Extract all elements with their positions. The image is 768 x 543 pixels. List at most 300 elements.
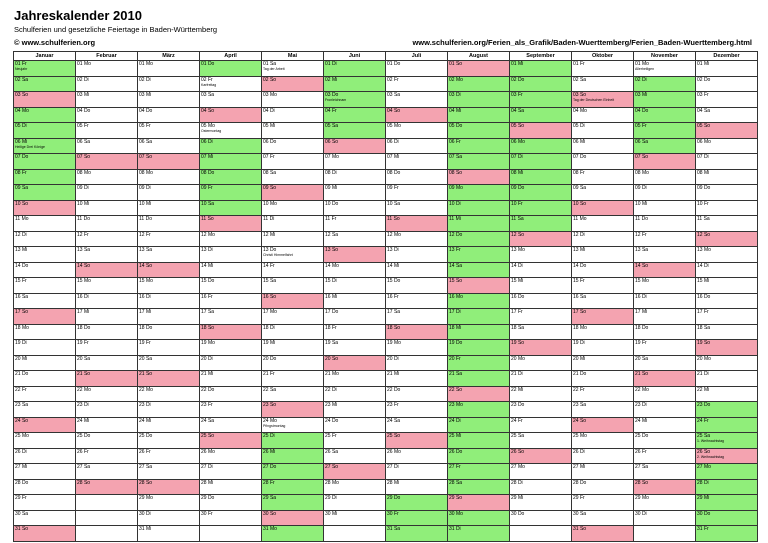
day-cell	[448, 92, 510, 108]
day-cell	[138, 107, 200, 123]
day-label: 04 Di	[263, 107, 275, 114]
day-label: 11 Di	[263, 216, 275, 222]
day-cell	[696, 262, 758, 278]
day-cell	[324, 200, 386, 216]
day-cell	[138, 386, 200, 402]
day-cell	[448, 371, 510, 387]
day-cell	[262, 448, 324, 464]
month-header-4: Mai	[262, 52, 324, 61]
day-cell	[324, 169, 386, 185]
day-label: 14 So	[77, 262, 91, 269]
day-label: 14 Do	[15, 262, 29, 269]
day-cell	[262, 371, 324, 387]
day-label: 18 Mo	[15, 324, 29, 331]
day-label: 16 Di	[635, 293, 647, 300]
day-cell	[14, 76, 76, 92]
day-cell	[76, 216, 138, 232]
day-cell	[572, 216, 634, 232]
day-cell	[572, 247, 634, 263]
day-cell	[200, 154, 262, 170]
day-label: 30 Di	[139, 510, 151, 517]
day-label: 17 Do	[325, 309, 339, 315]
calendar-row	[14, 355, 758, 371]
day-label: 26 Di	[15, 448, 27, 455]
day-label: 20 Sa	[635, 355, 649, 362]
day-label: 20 Sa	[139, 355, 153, 362]
day-label: 06 Mo	[697, 138, 711, 145]
day-label: 08 Mo	[635, 169, 649, 176]
day-label: 25 Di	[263, 433, 275, 439]
day-cell	[262, 293, 324, 309]
day-cell	[76, 433, 138, 449]
day-label: 07 Mo	[325, 154, 339, 160]
month-header-9: Oktober	[572, 52, 634, 61]
day-cell	[76, 138, 138, 154]
day-cell	[76, 154, 138, 170]
day-label: 27 Do	[263, 464, 277, 470]
calendar-row	[14, 386, 758, 402]
day-label: 22 Sa	[263, 386, 277, 393]
day-cell	[572, 324, 634, 340]
day-cell	[138, 185, 200, 201]
day-cell	[262, 495, 324, 511]
day-label: 13 Do	[263, 247, 277, 253]
day-label: 03 Mi	[635, 92, 648, 98]
day-label: 21 Mo	[325, 371, 339, 377]
day-cell	[386, 402, 448, 418]
calendar-row	[14, 61, 758, 77]
day-label: 15 Mo	[635, 278, 649, 284]
day-label: 13 Sa	[635, 247, 649, 253]
day-label: 18 Sa	[697, 324, 711, 331]
day-cell	[386, 92, 448, 108]
day-label: 02 Sa	[573, 76, 587, 83]
day-cell	[510, 495, 572, 511]
day-cell	[76, 61, 138, 77]
day-label: 05 Fr	[77, 123, 89, 129]
day-cell	[76, 526, 138, 542]
day-cell	[262, 76, 324, 92]
day-cell	[324, 76, 386, 92]
day-cell	[386, 293, 448, 309]
day-cell	[138, 526, 200, 542]
day-cell	[634, 185, 696, 201]
day-label: 26 So	[511, 448, 525, 455]
day-label: 12 Sa	[325, 231, 339, 238]
calendar-row	[14, 402, 758, 418]
day-cell	[76, 371, 138, 387]
day-cell	[696, 154, 758, 170]
day-cell	[696, 495, 758, 511]
day-cell	[76, 185, 138, 201]
day-label: 08 Mi	[511, 169, 524, 176]
day-label: 17 Di	[449, 309, 461, 315]
day-label: 21 Fr	[263, 371, 275, 377]
day-label: 16 Fr	[201, 293, 213, 300]
day-label: 30 Di	[635, 510, 647, 517]
day-label: 24 So	[573, 417, 587, 424]
day-cell	[634, 293, 696, 309]
day-label: 30 Fr	[201, 510, 213, 517]
day-label: 27 Sa	[77, 464, 91, 470]
day-cell	[138, 371, 200, 387]
day-label: 23 Do	[697, 402, 711, 408]
day-cell	[448, 386, 510, 402]
day-cell	[572, 123, 634, 139]
day-label: 12 Fr	[139, 231, 151, 238]
day-cell	[696, 123, 758, 139]
day-cell	[634, 495, 696, 511]
day-label: 27 Mo	[697, 464, 711, 470]
day-label: 26 Fr	[635, 448, 647, 455]
day-cell	[138, 402, 200, 418]
day-label: 01 Sa	[263, 61, 277, 67]
holiday-name: Neujahr	[15, 67, 28, 71]
day-cell	[510, 340, 572, 356]
day-label: 26 Mi	[263, 448, 276, 455]
day-label: 26 Fr	[139, 448, 151, 455]
day-cell	[262, 278, 324, 294]
day-label: 15 Do	[201, 278, 215, 284]
day-cell	[510, 386, 572, 402]
day-label: 03 Sa	[387, 92, 401, 98]
day-cell	[14, 169, 76, 185]
calendar-row	[14, 169, 758, 185]
day-cell	[200, 247, 262, 263]
day-cell	[138, 510, 200, 526]
day-cell	[324, 324, 386, 340]
day-label: 02 Fr	[201, 76, 213, 83]
holiday-name: Ostermontag	[201, 129, 222, 133]
day-cell	[138, 123, 200, 139]
day-cell	[76, 510, 138, 526]
day-label: 02 Fr	[387, 76, 399, 83]
day-cell	[386, 510, 448, 526]
day-label: 09 Do	[511, 185, 525, 191]
day-cell	[262, 433, 324, 449]
day-cell	[572, 309, 634, 325]
day-label: 03 Mi	[77, 92, 90, 98]
day-cell	[324, 510, 386, 526]
day-label: 11 Fr	[325, 216, 337, 222]
calendar-row	[14, 448, 758, 464]
day-label: 05 Do	[449, 123, 463, 129]
day-cell	[696, 216, 758, 232]
day-cell	[14, 526, 76, 542]
month-header-5: Juni	[324, 52, 386, 61]
day-cell	[510, 138, 572, 154]
day-label: 12 Mi	[263, 231, 276, 238]
day-cell	[138, 76, 200, 92]
day-label: 29 Do	[201, 495, 215, 501]
day-label: 25 So	[387, 433, 401, 439]
day-label: 07 So	[139, 154, 153, 160]
day-label: 14 So	[139, 262, 153, 269]
calendar-row	[14, 340, 758, 356]
day-cell	[14, 417, 76, 433]
day-cell	[448, 231, 510, 247]
day-label: 11 Sa	[511, 216, 524, 222]
day-label: 13 Fr	[449, 247, 461, 253]
day-cell	[572, 138, 634, 154]
day-cell	[696, 371, 758, 387]
day-cell	[262, 324, 324, 340]
day-label: 14 Sa	[449, 262, 463, 269]
day-cell	[696, 309, 758, 325]
day-label: 08 Mo	[139, 169, 153, 176]
calendar-row	[14, 371, 758, 387]
holiday-name: Christi Himmelfahrt	[263, 253, 293, 257]
day-cell	[696, 340, 758, 356]
calendar-row	[14, 123, 758, 139]
day-label: 06 Di	[201, 138, 213, 145]
day-label: 04 Do	[139, 107, 153, 114]
day-cell	[386, 185, 448, 201]
day-cell	[262, 386, 324, 402]
day-cell	[138, 340, 200, 356]
day-cell	[138, 262, 200, 278]
day-cell	[634, 510, 696, 526]
day-label: 20 Mo	[511, 355, 525, 362]
day-label: 05 Mo	[387, 123, 401, 129]
day-label: 29 So	[449, 495, 463, 501]
day-cell	[138, 495, 200, 511]
day-label: 15 Mo	[139, 278, 153, 284]
day-label: 24 Mi	[635, 417, 648, 424]
day-cell	[200, 495, 262, 511]
day-cell	[448, 479, 510, 495]
day-label: 02 Do	[511, 76, 525, 83]
day-label: 02 Di	[77, 76, 89, 83]
day-label: 14 Mi	[201, 262, 214, 269]
day-cell	[324, 107, 386, 123]
day-label: 31 Mo	[263, 526, 277, 532]
day-cell	[572, 386, 634, 402]
day-cell	[572, 200, 634, 216]
day-label: 01 Fr	[573, 61, 585, 67]
day-cell	[572, 92, 634, 108]
day-cell	[262, 417, 324, 433]
day-cell	[634, 402, 696, 418]
day-label: 09 Mi	[325, 185, 338, 191]
holiday-name: 2. Weihnachtstag	[697, 454, 724, 459]
day-label: 31 Fr	[697, 526, 709, 532]
day-cell	[200, 464, 262, 480]
month-header-7: August	[448, 52, 510, 61]
day-label: 15 Di	[325, 278, 337, 284]
day-cell	[14, 200, 76, 216]
day-label: 08 Do	[387, 169, 401, 176]
day-cell	[386, 526, 448, 542]
day-cell	[448, 61, 510, 77]
day-cell	[510, 309, 572, 325]
day-cell	[572, 448, 634, 464]
day-label: 17 So	[573, 309, 587, 315]
source-url-link[interactable]: www.schulferien.org/Ferien_als_Grafik/Baden-Wuerttemberg/Ferien_Baden-Wuerttemberg.html	[412, 38, 752, 47]
day-cell	[262, 526, 324, 542]
day-cell	[200, 324, 262, 340]
day-cell	[572, 61, 634, 77]
calendar-row	[14, 92, 758, 108]
day-cell	[14, 464, 76, 480]
day-cell	[200, 138, 262, 154]
day-label: 08 Sa	[263, 169, 277, 176]
copyright-site-link[interactable]: © www.schulferien.org	[14, 38, 96, 47]
day-cell	[696, 433, 758, 449]
day-label: 05 Mi	[263, 123, 276, 129]
day-cell	[14, 324, 76, 340]
day-label: 09 Sa	[15, 185, 29, 191]
day-label: 15 Mo	[77, 278, 91, 284]
day-cell	[696, 526, 758, 542]
day-label: 28 Fr	[263, 479, 275, 486]
day-label: 28 Mi	[201, 479, 214, 486]
day-label: 14 Mi	[387, 262, 400, 269]
calendar-row	[14, 278, 758, 294]
day-cell	[448, 123, 510, 139]
day-label: 24 Fr	[697, 417, 709, 424]
day-label: 03 So	[573, 92, 587, 98]
day-label: 23 Fr	[387, 402, 399, 408]
day-cell	[200, 262, 262, 278]
day-cell	[262, 154, 324, 170]
day-label: 11 Mo	[573, 216, 587, 222]
month-header-1: Februar	[76, 52, 138, 61]
day-label: 31 Mi	[139, 526, 152, 532]
day-cell	[572, 464, 634, 480]
day-label: 06 Sa	[635, 138, 649, 145]
day-cell	[634, 92, 696, 108]
day-label: 04 Do	[77, 107, 91, 114]
day-cell	[634, 479, 696, 495]
day-cell	[200, 76, 262, 92]
day-label: 20 Sa	[77, 355, 91, 362]
day-cell	[138, 448, 200, 464]
day-cell	[262, 262, 324, 278]
day-cell	[76, 107, 138, 123]
day-label: 17 Mi	[635, 309, 648, 315]
day-label: 25 Do	[139, 433, 153, 439]
day-cell	[76, 76, 138, 92]
day-cell	[572, 185, 634, 201]
calendar-body	[14, 61, 758, 542]
day-label: 22 Do	[201, 386, 215, 393]
day-cell	[262, 200, 324, 216]
day-cell	[138, 92, 200, 108]
day-cell	[634, 386, 696, 402]
day-label: 22 Mo	[635, 386, 649, 393]
day-cell	[262, 107, 324, 123]
day-label: 01 Mo	[635, 61, 649, 67]
day-cell	[138, 200, 200, 216]
day-cell	[696, 185, 758, 201]
day-label: 19 Di	[573, 340, 585, 346]
day-label: 24 Mi	[77, 417, 90, 424]
day-label: 09 Di	[77, 185, 89, 191]
day-cell	[200, 355, 262, 371]
calendar-row	[14, 76, 758, 92]
day-label: 28 Mo	[325, 479, 339, 486]
month-header-3: April	[200, 52, 262, 61]
day-label: 12 So	[511, 231, 525, 238]
day-label: 30 Sa	[573, 510, 587, 517]
day-label: 06 Di	[387, 138, 399, 145]
day-label: 05 Di	[573, 123, 585, 129]
day-label: 26 Sa	[325, 448, 339, 455]
calendar-row	[14, 417, 758, 433]
day-label: 11 So	[201, 216, 214, 222]
day-cell	[634, 340, 696, 356]
calendar-row	[14, 216, 758, 232]
day-label: 01 Mo	[77, 61, 91, 67]
day-cell	[572, 231, 634, 247]
day-cell	[696, 417, 758, 433]
day-cell	[386, 495, 448, 511]
day-label: 19 Fr	[139, 340, 151, 346]
day-cell	[14, 495, 76, 511]
day-cell	[510, 402, 572, 418]
day-label: 06 Sa	[139, 138, 153, 145]
day-label: 03 Do	[325, 92, 339, 98]
day-label: 12 Di	[15, 231, 27, 238]
day-cell	[510, 464, 572, 480]
day-cell	[200, 402, 262, 418]
day-cell	[324, 309, 386, 325]
day-label: 21 So	[139, 371, 153, 377]
day-label: 30 So	[263, 510, 277, 517]
day-cell	[14, 402, 76, 418]
day-label: 04 Do	[635, 107, 649, 114]
day-label: 06 Fr	[449, 138, 461, 145]
day-cell	[324, 433, 386, 449]
day-label: 10 So	[15, 200, 29, 207]
day-label: 25 Mo	[15, 433, 29, 439]
day-cell	[386, 231, 448, 247]
day-label: 21 Sa	[449, 371, 463, 377]
day-label: 29 Mo	[635, 495, 649, 501]
day-cell	[200, 371, 262, 387]
day-cell	[76, 231, 138, 247]
day-label: 26 So	[697, 448, 711, 455]
day-label: 04 Fr	[325, 107, 337, 114]
day-label: 06 Do	[263, 138, 277, 145]
day-label: 06 Mi	[573, 138, 586, 145]
day-cell	[572, 355, 634, 371]
day-cell	[138, 355, 200, 371]
day-cell	[324, 340, 386, 356]
day-cell	[634, 138, 696, 154]
day-label: 20 Di	[201, 355, 213, 362]
month-header-2: März	[138, 52, 200, 61]
day-label: 17 Mi	[139, 309, 152, 315]
day-label: 13 So	[325, 247, 339, 253]
day-cell	[510, 510, 572, 526]
day-label: 14 So	[635, 262, 649, 269]
day-label: 18 Di	[263, 324, 275, 331]
day-label: 23 Mi	[325, 402, 338, 408]
page-subtitle: Schulferien und gesetzliche Feiertage in Baden-Württemberg	[14, 25, 218, 34]
day-label: 28 Do	[15, 479, 29, 486]
day-label: 30 Do	[511, 510, 525, 517]
day-cell	[138, 169, 200, 185]
day-label: 07 Sa	[449, 154, 463, 160]
holiday-name: 1. Weihnachtstag	[697, 439, 724, 443]
day-label: 06 So	[325, 138, 339, 145]
day-cell	[386, 138, 448, 154]
day-cell	[634, 169, 696, 185]
day-label: 28 Sa	[449, 479, 463, 486]
day-label: 09 Do	[697, 185, 711, 191]
